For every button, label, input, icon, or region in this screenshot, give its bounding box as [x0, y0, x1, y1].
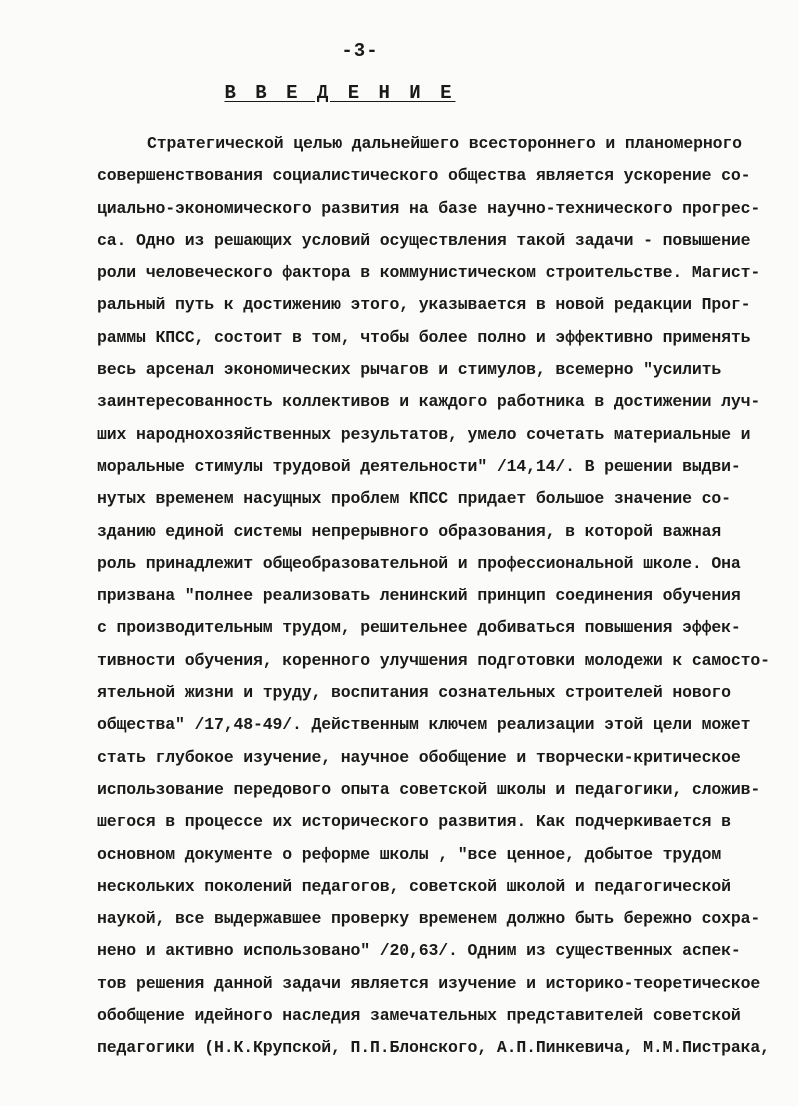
page-number: -3- — [341, 40, 379, 62]
text-line: Стратегической целью дальнейшего всестороннего и планомерного — [147, 134, 742, 153]
text-line: обобщение идейного наследия замечательных представителей советской — [97, 1006, 741, 1026]
text-line: тивности обучения, коренного улучшения подготовки молодежи к самосто- — [97, 650, 770, 670]
text-line: стать глубокое изучение, научное обобщение и творчески-критическое — [97, 747, 741, 767]
text-line: нено и активно использовано" /20,63/. Одним из существенных аспек- — [97, 941, 741, 961]
text-line: общества" /17,48-49/. Действенным ключем реализации этой цели может — [97, 715, 751, 735]
text-line: тов решения данной задачи является изучение и историко-теоретическое — [97, 973, 761, 993]
text-line: шегося в процессе их исторического развития. Как подчеркивается в — [97, 812, 731, 832]
text-line: роль принадлежит общеобразовательной и профессиональной школе. Она — [97, 553, 741, 573]
body-text — [97, 128, 770, 1065]
text-line: наукой, все выдержавшее проверку временем должно быть бережно сохра- — [97, 909, 761, 929]
text-line: циально-экономического развития на базе научно-технического прогрес- — [97, 198, 761, 218]
text-line: са. Одно из решающих условий осуществления такой задачи - повышение — [97, 230, 751, 250]
text-line: моральные стимулы трудовой деятельности" /14,14/. В решении выдви- — [97, 456, 741, 476]
text-line: педагогики (Н.К.Крупской, П.П.Блонского, А.П.Пинкевича, М.М.Пистрака, — [97, 1038, 770, 1058]
text-line: нескольких поколений педагогов, советской школой и педагогической — [97, 876, 731, 896]
text-line: зданию единой системы непрерывного образования, в которой важная — [97, 521, 722, 541]
text-line: использование передового опыта советской школы и педагогики, сложив- — [97, 779, 761, 799]
text-line: нутых временем насущных проблем КПСС придает большое значение со- — [97, 489, 731, 509]
text-line: ших народнохозяйственных результатов, умело сочетать материальные и — [97, 424, 751, 444]
text-line: заинтересованность коллективов и каждого работника в достижении луч- — [97, 392, 761, 412]
text-line: с производительным трудом, решительнее добиваться повышения эффек- — [97, 618, 741, 638]
text-line: совершенствования социалистического общества является ускорение со- — [97, 166, 751, 186]
text-line: призвана "полнее реализовать ленинский принцип соединения обучения — [97, 586, 741, 606]
section-heading: В В Е Д Е Н И Е — [224, 82, 456, 104]
text-line: основном документе о реформе школы , "все ценное, добытое трудом — [97, 844, 722, 864]
text-line: роли человеческого фактора в коммунистическом строительстве. Магист- — [97, 263, 761, 283]
text-line: ральный путь к достижению этого, указывается в новой редакции Прог- — [97, 295, 751, 315]
text-line: раммы КПСС, состоит в том, чтобы более полно и эффективно применять — [97, 327, 751, 347]
text-line: ятельной жизни и труду, воспитания сознательных строителей нового — [97, 683, 731, 703]
text-line: весь арсенал экономических рычагов и стимулов, всемерно "усилить — [97, 360, 722, 380]
